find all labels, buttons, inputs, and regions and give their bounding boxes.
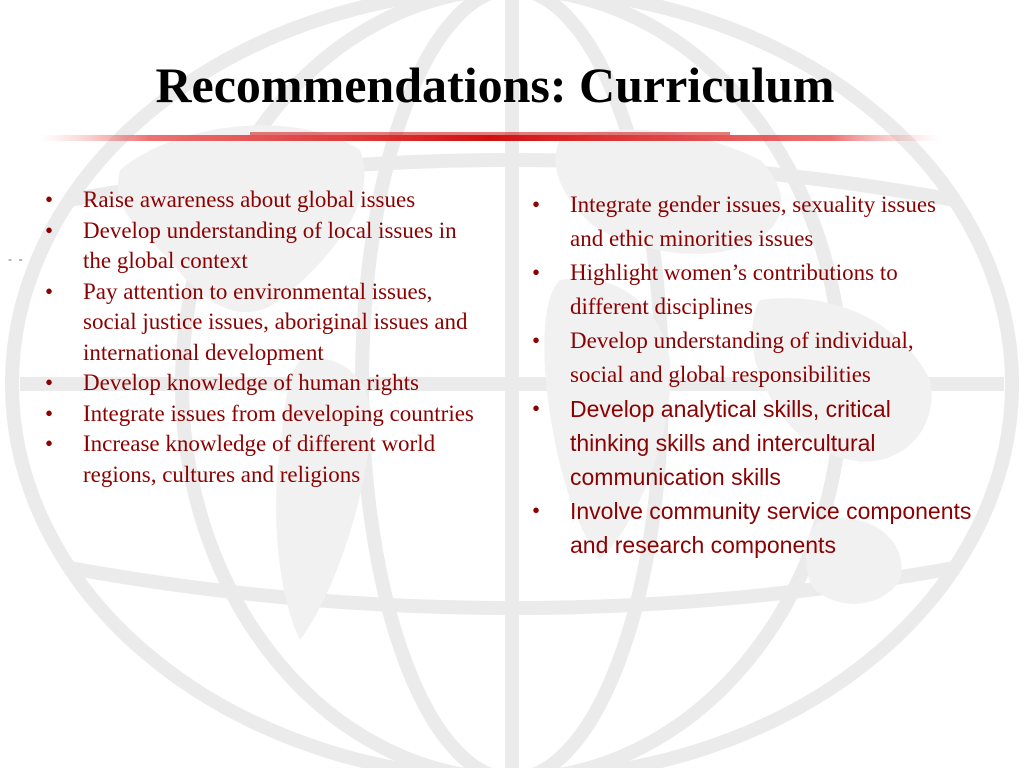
decorative-dashes: - - (8, 252, 23, 266)
list-item: • Raise awareness about global issues (45, 185, 485, 216)
list-item: • Develop analytical skills, critical thinking skills and intercultural communication skills (532, 392, 972, 494)
bullet-icon: • (45, 217, 54, 243)
bullet-icon: • (532, 498, 541, 523)
page-title: Recommendations: Curriculum (155, 57, 835, 113)
bullet-icon: • (532, 192, 541, 217)
left-bullet-list (45, 185, 485, 490)
list-item: • Involve community service components and research components (532, 494, 972, 562)
bullet-icon: • (45, 278, 54, 304)
list-item: • Develop understanding of local issues in the global context (45, 217, 457, 273)
list-item: • Increase knowledge of different world regions, cultures and religions (45, 431, 436, 487)
bullet-icon: • (532, 396, 541, 421)
list-item: • Highlight women’s contributions to different disciplines (532, 256, 972, 324)
list-item: • Develop knowledge of human rights (45, 368, 485, 399)
bullet-icon: • (532, 328, 541, 353)
list-item: • Integrate issues from developing countries (45, 399, 485, 430)
bullet-icon: • (45, 370, 54, 395)
bullet-icon: • (45, 187, 54, 212)
bullet-icon: • (532, 260, 541, 285)
list-item: • Develop understanding of individual, social and global responsibilities (532, 324, 972, 392)
bullet-icon: • (45, 431, 54, 456)
list-item: • Pay attention to environmental issues, social justice issues, aboriginal issues and international development (45, 278, 468, 365)
bullet-icon: • (45, 400, 54, 426)
list-item: • Integrate gender issues, sexuality issues and ethic minorities issues (532, 188, 972, 256)
title-underline (40, 128, 940, 150)
right-bullet-list (532, 188, 972, 562)
